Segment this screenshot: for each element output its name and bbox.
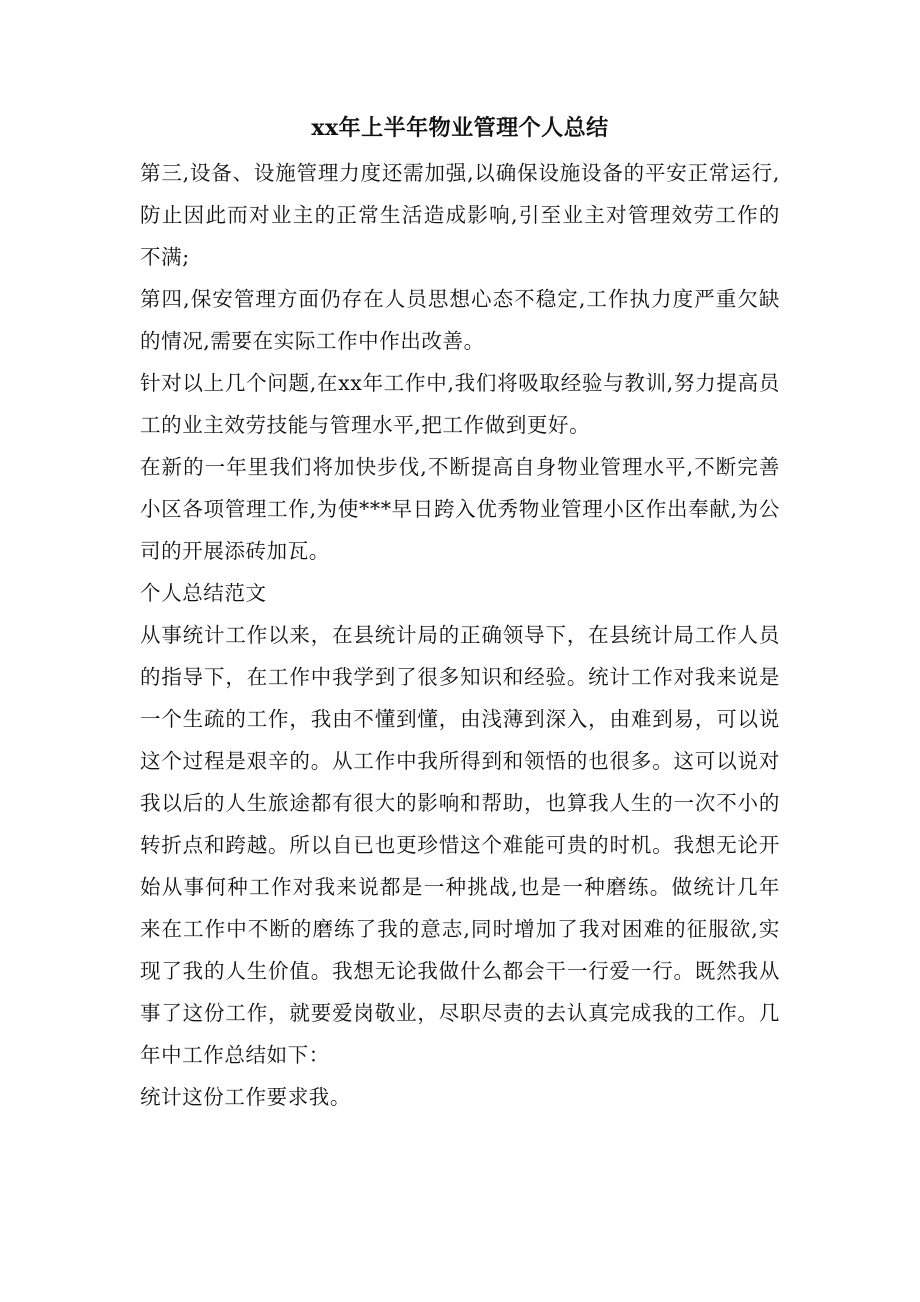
paragraph-statistics-requirements: 统计这份工作要求我。 xyxy=(140,1085,351,1109)
document-title: xx年上半年物业管理个人总结 xyxy=(311,115,609,141)
paragraph-improvement-plan: 针对以上几个问题,在xx年工作中,我们将吸取经验与教训,努力提高员工的业主效劳技能与管理水平,把工作做到更好。 xyxy=(140,371,780,437)
document-body xyxy=(140,152,780,1118)
paragraph-equipment-management: 第三,设备、设施管理力度还需加强,以确保设施设备的平安正常运行,防止因此而对业主的正常生活造成影响,引至业主对管理效劳工作的不满; xyxy=(140,161,780,269)
paragraph-new-year-goals: 在新的一年里我们将加快步伐,不断提高自身物业管理水平,不断完善小区各项管理工作,为使***早日跨入优秀物业管理小区作出奉献,为公司的开展添砖加瓦。 xyxy=(140,455,780,563)
paragraph-statistics-work: 从事统计工作以来，在县统计局的正确领导下，在县统计局工作人员的指导下，在工作中我学到了很多知识和经验。统计工作对我来说是一个生疏的工作，我由不懂到懂，由浅薄到深入，由难到易，可以说这个过程是艰辛的。从工作中我所得到和领悟的也很多。这可以说对我以后的人生旅途都有很大的影响和帮助，也算我人生的一次不小的转折点和跨越。所以自已也更珍惜这个难能可贵的时机。我想无论开始从事何种工作对我来说都是一种挑战,也是一种磨练。做统计几年来在工作中不断的磨练了我的意志,同时增加了我对困难的征服欲,实现了我的人生价值。我想无论我做什么都会干一行爱一行。既然我从事了这份工作，就要爱岗敬业，尽职尽责的去认真完成我的工作。几年中工作总结如下： xyxy=(140,623,780,1067)
paragraph-security-management: 第四,保安管理方面仍存在人员思想心态不稳定,工作执力度严重欠缺的情况,需要在实际工作中作出改善。 xyxy=(140,287,780,353)
section-heading-personal-summary: 个人总结范文 xyxy=(140,581,267,605)
